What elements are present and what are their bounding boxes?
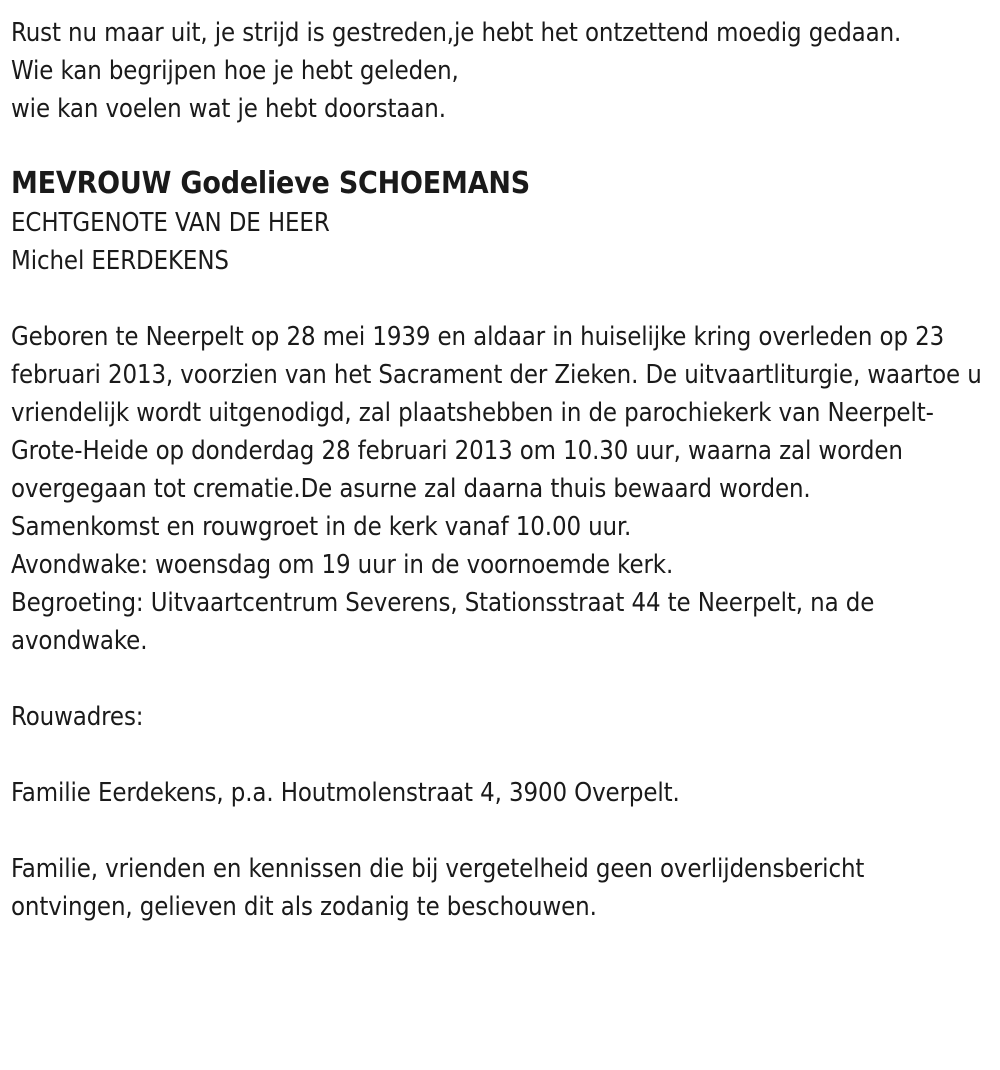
spouse-name: Michel EERDEKENS <box>11 246 229 276</box>
closing-section <box>11 850 988 926</box>
mourning-address-value: Familie Eerdekens, p.a. Houtmolenstraat 4, 3900 Overpelt. <box>11 778 680 808</box>
spacer-before-mourning-address <box>11 660 988 698</box>
spacer-before-name <box>11 128 988 164</box>
deceased-name: MEVROUW Godelieve SCHOEMANS <box>11 166 531 201</box>
poem-line-3: wie kan voelen wat je hebt doorstaan. <box>11 94 446 124</box>
closing-notice: Familie, vrienden en kennissen die bij vergetelheid geen overlijdensbericht ontvingen, gelieven dit als zodanig te beschouwen. <box>11 854 865 922</box>
mourning-address-section <box>11 698 988 812</box>
announcement-section <box>11 318 988 660</box>
announcement-body: Geboren te Neerpelt op 28 mei 1939 en aldaar in huiselijke kring overleden op 23 februari 2013, voorzien van het Sacrament der Zieken. De uitvaartliturgie, waartoe u vriendelijk wordt uitgenodigd, zal plaatshebben in de parochiekerk van Neerpelt-Grote-Heide op donderdag 28 februari 2013 om 10.30 uur, waarna zal worden overgegaan tot crematie.De asurne zal daarna thuis bewaard worden. <box>11 322 982 504</box>
deceased-section <box>11 164 988 280</box>
deceased-relation-label: ECHTGENOTE VAN DE HEER <box>11 208 330 238</box>
announcement-greeting: Begroeting: Uitvaartcentrum Severens, Stationsstraat 44 te Neerpelt, na de avondwake. <box>11 588 875 656</box>
spacer-before-closing <box>11 812 988 850</box>
poem-line-2: Wie kan begrijpen hoe je hebt geleden, <box>11 56 459 86</box>
poem-line-1: Rust nu maar uit, je strijd is gestreden,je hebt het ontzettend moedig gedaan. <box>11 18 902 48</box>
poem-section <box>11 14 988 128</box>
spacer-before-announcement <box>11 280 988 318</box>
spacer-inside-mourning-address <box>11 736 988 774</box>
mourning-address-label: Rouwadres: <box>11 702 144 732</box>
announcement-gathering: Samenkomst en rouwgroet in de kerk vanaf 10.00 uur. <box>11 512 632 542</box>
announcement-vigil: Avondwake: woensdag om 19 uur in de voornoemde kerk. <box>11 550 674 580</box>
